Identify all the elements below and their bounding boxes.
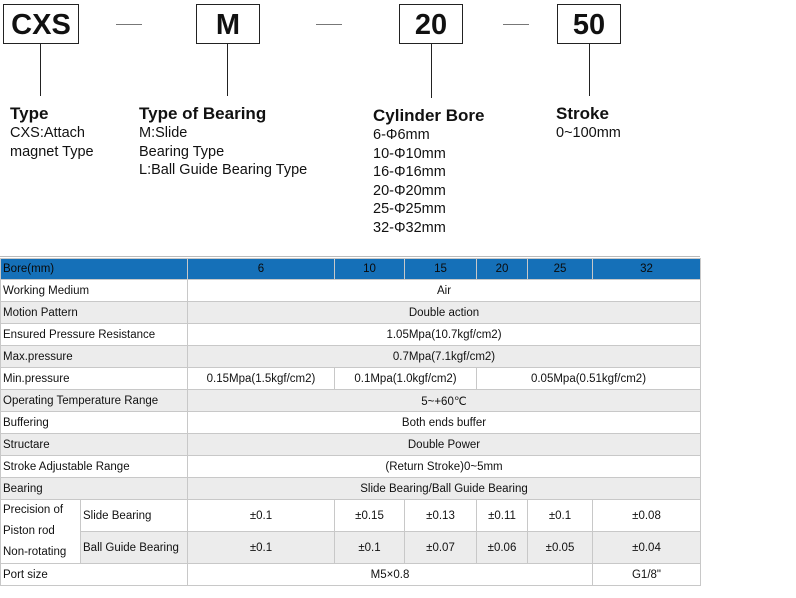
table-row xyxy=(1,500,701,532)
row-label: Buffering xyxy=(1,412,188,434)
row-value: ±0.1 xyxy=(188,532,335,564)
legend-line: CXS:Attach xyxy=(10,125,85,141)
row-value: ±0.1 xyxy=(528,500,593,532)
separator-dash xyxy=(316,24,342,25)
table-row xyxy=(1,456,701,478)
separator-dash xyxy=(503,24,529,25)
row-value: 0.15Mpa(1.5kgf/cm2) xyxy=(188,368,335,390)
row-value: Slide Bearing/Ball Guide Bearing xyxy=(188,478,701,500)
type-heading: Type xyxy=(10,104,49,123)
row-value: ±0.05 xyxy=(528,532,593,564)
bore-col-header: 6 xyxy=(188,259,335,280)
row-value: M5×0.8 xyxy=(188,564,593,586)
legend-line: 16-Φ16mm xyxy=(373,164,446,180)
row-value: ±0.08 xyxy=(593,500,701,532)
row-value: (Return Stroke)0~5mm xyxy=(188,456,701,478)
row-value: ±0.06 xyxy=(477,532,528,564)
precision-label-line: Piston rod xyxy=(3,525,55,537)
row-label: Operating Temperature Range xyxy=(1,390,188,412)
row-value: Double Power xyxy=(188,434,701,456)
row-label: Stroke Adjustable Range xyxy=(1,456,188,478)
separator-dash xyxy=(116,24,142,25)
row-value: 0.1Mpa(1.0kgf/cm2) xyxy=(335,368,477,390)
connector-line xyxy=(227,44,228,96)
row-value: ±0.04 xyxy=(593,532,701,564)
row-value: ±0.13 xyxy=(405,500,477,532)
legend-line: L:Ball Guide Bearing Type xyxy=(139,162,308,178)
bore-col-header: 15 xyxy=(405,259,477,280)
table-header-row xyxy=(1,259,701,280)
legend-line: 6-Φ6mm xyxy=(373,127,430,143)
row-label: Bearing xyxy=(1,478,188,500)
row-value: 0.7Mpa(7.1kgf/cm2) xyxy=(188,346,701,368)
row-label: Max.pressure xyxy=(1,346,188,368)
connector-line xyxy=(431,44,432,98)
bore-col-header: 10 xyxy=(335,259,405,280)
legend-line: 32-Φ32mm xyxy=(373,219,446,236)
spec-table xyxy=(0,258,701,586)
bore-legend xyxy=(373,106,484,237)
row-label: Working Medium xyxy=(1,280,188,302)
bore-heading: Cylinder Bore xyxy=(373,106,485,125)
bearing-heading: Type of Bearing xyxy=(139,104,267,123)
row-label: Motion Pattern xyxy=(1,302,188,324)
header-label: Bore(mm) xyxy=(1,259,188,280)
divider xyxy=(0,256,700,257)
row-label: Ensured Pressure Resistance xyxy=(1,324,188,346)
row-value: Both ends buffer xyxy=(188,412,701,434)
precision-label xyxy=(1,500,81,564)
connector-line xyxy=(589,44,590,96)
bore-col-header: 25 xyxy=(528,259,593,280)
legend-line: 0~100mm xyxy=(556,125,621,141)
connector-line xyxy=(40,44,41,96)
stroke-code-box: 50 xyxy=(557,4,621,44)
legend-line: Bearing Type xyxy=(139,143,225,160)
row-label: Structare xyxy=(1,434,188,456)
row-value: Air xyxy=(188,280,701,302)
row-value: 5~+60℃ xyxy=(188,390,701,412)
row-value: ±0.15 xyxy=(335,500,405,532)
precision-label-line: Non-rotating xyxy=(3,546,67,558)
series-code-box: CXS xyxy=(3,4,79,44)
bore-col-header: 20 xyxy=(477,259,528,280)
precision-label-line: Precision of xyxy=(3,504,64,516)
legend-line: 20-Φ20mm xyxy=(373,182,446,199)
row-value: ±0.1 xyxy=(335,532,405,564)
legend-line: 25-Φ25mm xyxy=(373,201,446,217)
row-label: Min.pressure xyxy=(1,368,188,390)
bearing-legend xyxy=(139,104,307,180)
row-value: G1/8" xyxy=(593,564,701,586)
table-row xyxy=(1,390,701,412)
row-value: ±0.11 xyxy=(477,500,528,532)
row-value: Double action xyxy=(188,302,701,324)
stroke-legend xyxy=(556,104,621,143)
legend-line: 10-Φ10mm xyxy=(373,145,446,162)
type-legend xyxy=(10,104,94,161)
row-label: Port size xyxy=(1,564,188,586)
table-row xyxy=(1,434,701,456)
table-row xyxy=(1,280,701,302)
row-value: 1.05Mpa(10.7kgf/cm2) xyxy=(188,324,701,346)
table-row xyxy=(1,478,701,500)
table-row xyxy=(1,302,701,324)
table-row xyxy=(1,346,701,368)
bore-col-header: 32 xyxy=(593,259,701,280)
table-row xyxy=(1,532,701,564)
legend-line: M:Slide xyxy=(139,125,188,141)
legend-line: magnet Type xyxy=(10,143,94,160)
bearing-code-box: M xyxy=(196,4,260,44)
stroke-heading: Stroke xyxy=(556,104,609,123)
row-value: 0.05Mpa(0.51kgf/cm2) xyxy=(477,368,701,390)
row-value: ±0.1 xyxy=(188,500,335,532)
sub-row-label: Slide Bearing xyxy=(81,500,188,532)
sub-row-label: Ball Guide Bearing xyxy=(81,532,188,564)
table-row xyxy=(1,412,701,434)
table-row xyxy=(1,368,701,390)
bore-code-box: 20 xyxy=(399,4,463,44)
row-value: ±0.07 xyxy=(405,532,477,564)
table-row xyxy=(1,324,701,346)
table-row xyxy=(1,564,701,586)
